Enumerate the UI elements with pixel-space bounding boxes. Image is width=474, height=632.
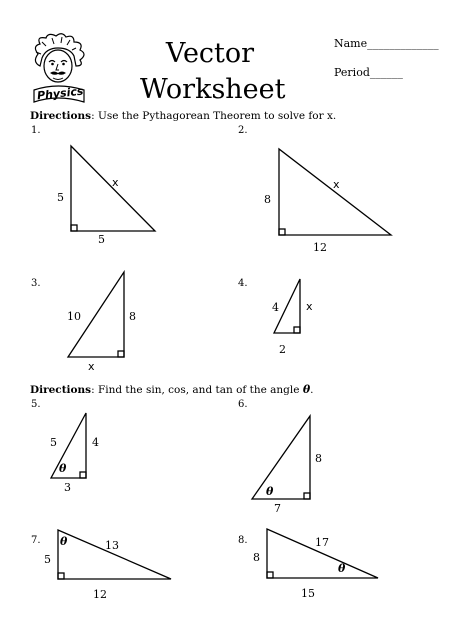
side-label: 8 (315, 452, 322, 465)
problem-number-7: 7. (31, 535, 41, 546)
side-label: 10 (67, 310, 81, 323)
right-angle-mark (267, 572, 273, 578)
name-label: Name (334, 37, 368, 50)
problem-number-6: 6. (238, 399, 248, 410)
triangle-2 (279, 149, 391, 235)
right-angle-mark (58, 573, 64, 579)
side-label: 17 (315, 536, 329, 549)
side-label: 8 (129, 310, 136, 323)
period-label: Period (334, 66, 370, 79)
side-label: 12 (313, 241, 327, 254)
right-angle-mark (71, 225, 77, 231)
problem-number-5: 5. (31, 399, 41, 410)
period-blank: ______ (369, 66, 403, 79)
unknown-label: x (88, 360, 95, 373)
directions-text: : Use the Pythagorean Theorem to solve for x. (91, 110, 337, 122)
triangle-7 (58, 530, 171, 579)
problem-number-2: 2. (238, 125, 248, 136)
right-angle-mark (294, 327, 300, 333)
side-label: 7 (274, 502, 281, 515)
side-label: 8 (264, 193, 271, 206)
page-title-line1: Vector (165, 38, 255, 69)
side-label: 2 (279, 343, 286, 356)
problem-number-8: 8. (238, 535, 248, 546)
side-label: 13 (105, 539, 119, 552)
right-angle-mark (304, 493, 310, 499)
side-label: 4 (272, 301, 279, 314)
directions-label: Directions (30, 384, 92, 396)
side-label: 5 (57, 191, 64, 204)
side-label: 5 (98, 233, 105, 246)
problem-number-3: 3. (31, 278, 41, 289)
angle-theta-label: θ (60, 535, 68, 548)
logo-text: Physics (36, 84, 85, 103)
unknown-label: x (333, 178, 340, 191)
directions-label: Directions (30, 110, 92, 122)
directions-end: . (310, 384, 314, 396)
unknown-label: x (112, 176, 119, 189)
theta-symbol: θ (302, 383, 311, 396)
problem-number-4: 4. (238, 278, 248, 289)
problem-number-1: 1. (31, 125, 41, 136)
directions-text: : Find the sin, cos, and tan of the angle (91, 384, 303, 396)
angle-theta-label: θ (59, 462, 67, 475)
right-angle-mark (279, 229, 285, 235)
side-label: 15 (301, 587, 315, 600)
side-label: 8 (253, 551, 260, 564)
side-label: 5 (44, 553, 51, 566)
side-label: 5 (50, 436, 57, 449)
unknown-label: x (306, 300, 313, 313)
side-label: 3 (64, 481, 71, 494)
page-title-line2: Worksheet (140, 74, 286, 105)
name-blank: _____________ (367, 37, 439, 50)
angle-theta-label: θ (266, 485, 274, 498)
right-angle-mark (118, 351, 124, 357)
side-label: 4 (92, 436, 99, 449)
side-label: 12 (93, 588, 107, 601)
angle-theta-label: θ (338, 562, 346, 575)
triangle-6 (252, 416, 310, 499)
right-angle-mark (80, 472, 86, 478)
